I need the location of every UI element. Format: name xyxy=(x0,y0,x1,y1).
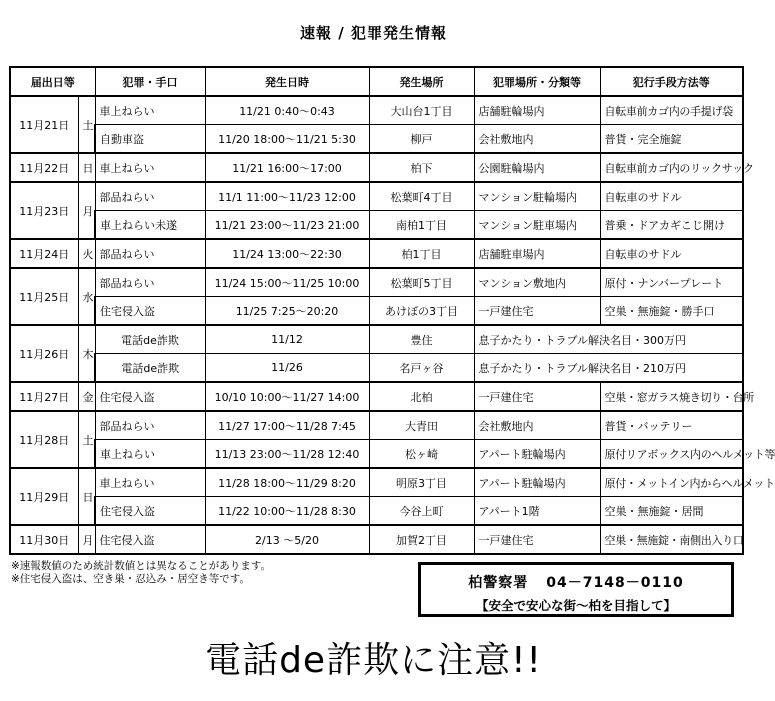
crime-table-body xyxy=(10,96,775,554)
table-row xyxy=(10,211,743,240)
location-category-cell: 一戸建住宅 xyxy=(474,297,600,326)
header-report-date: 届出日等 xyxy=(10,67,95,96)
page-title: 速報 / 犯罪発生情報 xyxy=(300,24,447,42)
table-row xyxy=(10,297,743,326)
occurrence-place-cell: 明原3丁目 xyxy=(369,468,474,497)
crime-type-cell: 車上ねらい xyxy=(95,96,205,125)
method-cell: 自転車のサドル xyxy=(600,182,743,211)
table-row xyxy=(10,525,743,554)
weekday-cell: 日 xyxy=(78,468,95,525)
occurrence-time-cell: 10/10 10:00～11/27 14:00 xyxy=(205,382,369,411)
occurrence-time-cell: 11/24 13:00～22:30 xyxy=(205,239,369,268)
table-row xyxy=(10,182,743,211)
header-occurrence-place: 発生場所 xyxy=(369,67,474,96)
location-category-cell: 一戸建住宅 xyxy=(474,525,600,554)
table-row xyxy=(10,239,743,268)
fraud-detail-cell: 息子かたり・トラブル解決名目・210万円 xyxy=(474,354,743,383)
occurrence-time-cell: 11/21 23:00～11/23 21:00 xyxy=(205,211,369,240)
crime-type-cell: 部品ねらい xyxy=(95,182,205,211)
crime-type-cell: 住宅侵入盗 xyxy=(95,497,205,526)
occurrence-time-cell: 11/24 15:00～11/25 10:00 xyxy=(205,268,369,297)
occurrence-time-cell: 11/21 16:00～17:00 xyxy=(205,153,369,182)
method-cell: 普貨・バッテリー xyxy=(600,411,743,440)
location-category-cell: アパート駐輪場内 xyxy=(474,440,600,469)
report-date-cell: 11月28日 xyxy=(10,411,78,468)
method-cell: 自転車前カゴ内のリックサック xyxy=(600,153,743,182)
location-category-cell: 店舗駐輪場内 xyxy=(474,96,600,125)
occurrence-place-cell: 北柏 xyxy=(369,382,474,411)
weekday-cell: 火 xyxy=(78,239,95,268)
header-crime-type: 犯罪・手口 xyxy=(95,67,205,96)
table-row xyxy=(10,125,743,154)
table-row xyxy=(10,411,743,440)
crime-type-cell: 車上ねらい xyxy=(95,153,205,182)
occurrence-time-cell: 11/27 17:00～11/28 7:45 xyxy=(205,411,369,440)
crime-type-cell: 電話de詐欺 xyxy=(95,354,205,383)
crime-type-cell: 部品ねらい xyxy=(95,268,205,297)
police-slogan: 【安全で安心な街～柏を目指して】 xyxy=(475,598,676,613)
occurrence-place-cell: あけぼの3丁目 xyxy=(369,297,474,326)
occurrence-place-cell: 南柏1丁目 xyxy=(369,211,474,240)
crime-report-table xyxy=(9,66,775,555)
occurrence-time-cell: 11/21 0:40～0:43 xyxy=(205,96,369,125)
method-cell: 普乗・ドアカギこじ開け xyxy=(600,211,743,240)
crime-type-cell: 自動車盗 xyxy=(95,125,205,154)
occurrence-time-cell: 11/22 10:00～11/28 8:30 xyxy=(205,497,369,526)
crime-type-cell: 住宅侵入盗 xyxy=(95,525,205,554)
occurrence-time-cell: 11/25 7:25～20:20 xyxy=(205,297,369,326)
crime-type-cell: 部品ねらい xyxy=(95,239,205,268)
police-station-name: 柏警察署 xyxy=(468,575,529,591)
method-cell: 原付リアボックス内のヘルメット等 xyxy=(600,440,743,469)
location-category-cell: 一戸建住宅 xyxy=(474,382,600,411)
occurrence-place-cell: 柳戸 xyxy=(369,125,474,154)
report-date-cell: 11月30日 xyxy=(10,525,78,554)
occurrence-time-cell: 11/13 23:00～11/28 12:40 xyxy=(205,440,369,469)
location-category-cell: マンション駐車場内 xyxy=(474,211,600,240)
table-row xyxy=(10,268,743,297)
weekday-cell: 金 xyxy=(78,382,95,411)
occurrence-time-cell: 11/20 18:00～11/21 5:30 xyxy=(205,125,369,154)
occurrence-place-cell: 柏下 xyxy=(369,153,474,182)
occurrence-place-cell: 名戸ヶ谷 xyxy=(369,354,474,383)
fraud-detail-cell: 息子かたり・トラブル解決名目・300万円 xyxy=(474,325,743,354)
location-category-cell: マンション敷地内 xyxy=(474,268,600,297)
weekday-cell: 月 xyxy=(78,182,95,239)
method-cell: 空巣・窓ガラス焼き切り・台所 xyxy=(600,382,743,411)
footnote: ※住宅侵入盗は、空き巣・忍込み・居空き等です。 xyxy=(11,573,250,585)
table-row xyxy=(10,382,743,411)
method-cell: 自転車前カゴ内の手提げ袋 xyxy=(600,96,743,125)
weekday-cell: 土 xyxy=(78,411,95,468)
police-phone: 04－7148－0110 xyxy=(546,575,684,591)
header-location-category: 犯罪場所・分類等 xyxy=(474,67,600,96)
crime-type-cell: 部品ねらい xyxy=(95,411,205,440)
occurrence-place-cell: 大山台1丁目 xyxy=(369,96,474,125)
report-date-cell: 11月23日 xyxy=(10,182,78,239)
crime-type-cell: 車上ねらい未遂 xyxy=(95,211,205,240)
weekday-cell: 月 xyxy=(78,525,95,554)
occurrence-time-cell: 11/1 11:00～11/23 12:00 xyxy=(205,182,369,211)
location-category-cell: 公園駐輪場内 xyxy=(474,153,600,182)
location-category-cell: マンション駐輪場内 xyxy=(474,182,600,211)
occurrence-time-cell: 11/28 18:00～11/29 8:20 xyxy=(205,468,369,497)
report-date-cell: 11月21日 xyxy=(10,96,78,153)
table-row xyxy=(10,468,743,497)
report-date-cell: 11月22日 xyxy=(10,153,78,182)
occurrence-place-cell: 松葉町5丁目 xyxy=(369,268,474,297)
location-category-cell: 会社敷地内 xyxy=(474,411,600,440)
occurrence-time-cell: 11/26 xyxy=(205,354,369,383)
crime-type-cell: 住宅侵入盗 xyxy=(95,297,205,326)
table-row xyxy=(10,325,743,354)
crime-type-cell: 電話de詐欺 xyxy=(95,325,205,354)
crime-type-cell: 車上ねらい xyxy=(95,440,205,469)
table-row xyxy=(10,497,743,526)
method-cell: 普貨・完全施錠 xyxy=(600,125,743,154)
police-contact-box xyxy=(418,562,734,617)
occurrence-place-cell: 大青田 xyxy=(369,411,474,440)
footnotes xyxy=(11,560,271,586)
occurrence-place-cell: 今谷上町 xyxy=(369,497,474,526)
method-cell: 空巣・無施錠・勝手口 xyxy=(600,297,743,326)
occurrence-place-cell: 松ヶ崎 xyxy=(369,440,474,469)
header-occurrence-time: 発生日時 xyxy=(205,67,369,96)
method-cell: 原付・ナンバープレート xyxy=(600,268,743,297)
report-date-cell: 11月29日 xyxy=(10,468,78,525)
header-method: 犯行手段方法等 xyxy=(600,67,743,96)
weekday-cell: 日 xyxy=(78,153,95,182)
occurrence-place-cell: 加賀2丁目 xyxy=(369,525,474,554)
method-cell: 空巣・無施錠・南側出入り口 xyxy=(600,525,743,554)
method-cell: 空巣・無施錠・居間 xyxy=(600,497,743,526)
table-row xyxy=(10,354,743,383)
report-date-cell: 11月27日 xyxy=(10,382,78,411)
occurrence-place-cell: 松葉町4丁目 xyxy=(369,182,474,211)
crime-type-cell: 住宅侵入盗 xyxy=(95,382,205,411)
occurrence-place-cell: 豊住 xyxy=(369,325,474,354)
location-category-cell: 会社敷地内 xyxy=(474,125,600,154)
weekday-cell: 水 xyxy=(78,268,95,325)
occurrence-time-cell: 2/13 ～5/20 xyxy=(205,525,369,554)
table-row xyxy=(10,96,743,125)
method-cell: 原付・メットイン内からヘルメット xyxy=(600,468,743,497)
footnote: ※速報数値のため統計数値とは異なることがあります。 xyxy=(11,560,271,572)
table-row xyxy=(10,440,743,469)
location-category-cell: アパート駐輪場内 xyxy=(474,468,600,497)
occurrence-place-cell: 柏1丁目 xyxy=(369,239,474,268)
method-cell: 自転車のサドル xyxy=(600,239,743,268)
fraud-warning-banner: 電話de詐欺に注意!! xyxy=(205,640,542,681)
location-category-cell: アパート1階 xyxy=(474,497,600,526)
weekday-cell: 土 xyxy=(78,96,95,153)
table-header-row xyxy=(10,67,743,96)
crime-type-cell: 車上ねらい xyxy=(95,468,205,497)
report-date-cell: 11月25日 xyxy=(10,268,78,325)
report-date-cell: 11月26日 xyxy=(10,325,78,382)
weekday-cell: 木 xyxy=(78,325,95,382)
location-category-cell: 店舗駐車場内 xyxy=(474,239,600,268)
occurrence-time-cell: 11/12 xyxy=(205,325,369,354)
report-date-cell: 11月24日 xyxy=(10,239,78,268)
table-row xyxy=(10,153,743,182)
